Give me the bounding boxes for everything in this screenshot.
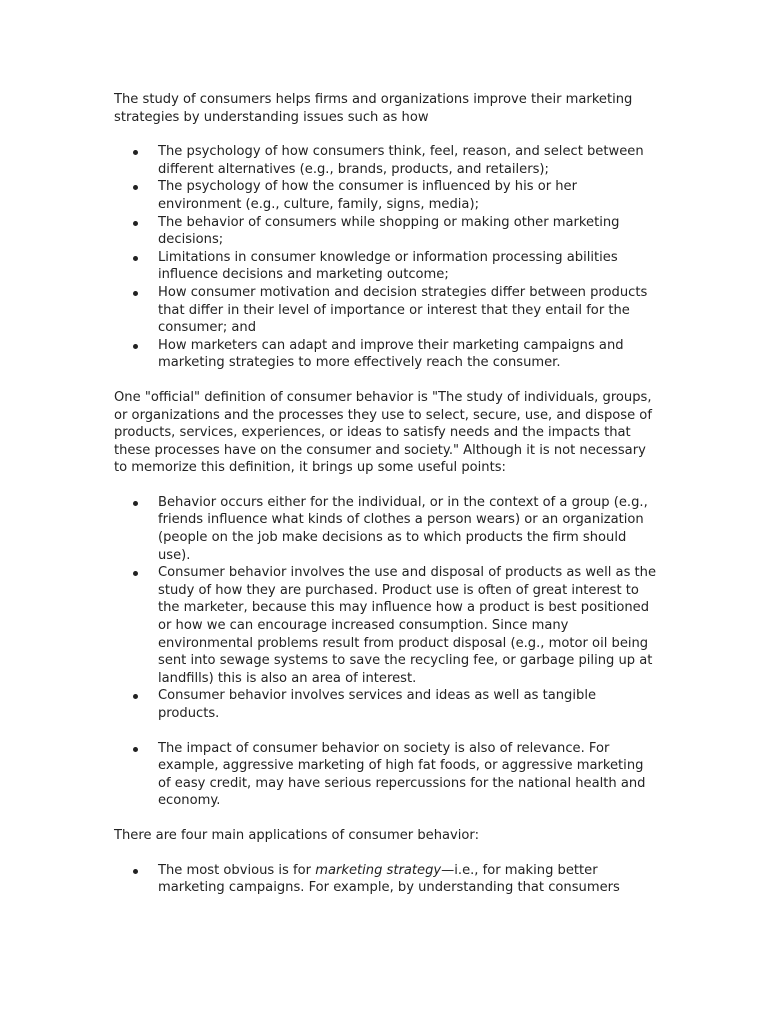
list-item-text: The impact of consumer behavior on society is also of relevance. For example, aggressive marketing of high fat foods, or aggressive marketing of easy credit, may have serious repercussions for the national health and economy.	[158, 740, 646, 809]
intro-paragraph: The study of consumers helps firms and organizations improve their marketing strategies by understanding issues such as how	[114, 92, 633, 125]
list-item	[114, 337, 660, 372]
list-item	[114, 740, 660, 810]
list-item	[114, 143, 660, 178]
applications-intro: There are four main applications of consumer behavior:	[114, 827, 479, 843]
text-run: The most obvious is for	[158, 862, 316, 878]
bullet-icon	[133, 694, 138, 699]
list-item	[114, 284, 660, 337]
list-item	[114, 178, 660, 213]
list-item-text: How consumer motivation and decision strategies differ between products that differ in their level of importance or interest that they entail for the consumer; and	[158, 284, 648, 336]
list-item-text: The psychology of how the consumer is influenced by his or her environment (e.g., culture, family, signs, media);	[158, 179, 577, 212]
text-run: —i.e., for making better marketing campaigns. For example, by understanding that consumers	[158, 862, 620, 896]
bullet-icon	[133, 571, 138, 576]
document-page	[114, 91, 660, 914]
bullet-icon	[133, 150, 138, 155]
list-item-text: Consumer behavior involves the use and disposal of products as well as the study of how they are purchased. Product use is often of great interest to the marketer, because this may influence how a product is best positioned or how we can encourage increased consumption. Since many environmental problems result from product disposal (e.g., motor oil being sent into sewage systems to save the recycling fee, or garbage piling up at landfills) this is also an area of interest.	[158, 565, 657, 686]
list-item	[114, 564, 660, 687]
list-item	[114, 862, 660, 897]
list-item-text: The psychology of how consumers think, feel, reason, and select between different alternatives (e.g., brands, products, and retailers);	[158, 144, 644, 177]
issues-list	[114, 143, 660, 372]
bullet-icon	[133, 869, 138, 874]
list-item-text	[158, 863, 620, 896]
list-item-text: Consumer behavior involves services and ideas as well as tangible products.	[158, 688, 597, 721]
bullet-icon	[133, 185, 138, 190]
list-item	[114, 249, 660, 284]
points-list	[114, 494, 660, 810]
list-item	[114, 494, 660, 564]
bullet-icon	[133, 291, 138, 296]
list-item	[114, 687, 660, 722]
emphasis-text: marketing strategy	[315, 862, 442, 878]
list-item	[114, 214, 660, 249]
list-item-text: Behavior occurs either for the individual, or in the context of a group (e.g., friends influence what kinds of clothes a person wears) or an organization (people on the job make decisions as to which products the firm should use).	[158, 494, 648, 563]
definition-paragraph: One "official" definition of consumer behavior is "The study of individuals, groups, or organizations and the processes they use to select, secure, use, and dispose of products, services, experiences, or ideas to satisfy needs and the impacts that these processes have on the consumer and society." Although it is not necessary to memorize this definition, it brings up some useful points:	[114, 389, 652, 476]
list-item-text: Limitations in consumer knowledge or information processing abilities influence decisions and marketing outcome;	[158, 249, 618, 283]
bullet-icon	[133, 747, 138, 752]
applications-list	[114, 862, 660, 897]
list-item-text: The behavior of consumers while shopping or making other marketing decisions;	[158, 214, 620, 248]
list-item-text: How marketers can adapt and improve their marketing campaigns and marketing strategies to more effectively reach the consumer.	[158, 337, 624, 371]
bullet-icon	[133, 221, 138, 226]
bullet-icon	[133, 501, 138, 506]
bullet-icon	[133, 344, 138, 349]
bullet-icon	[133, 256, 138, 261]
